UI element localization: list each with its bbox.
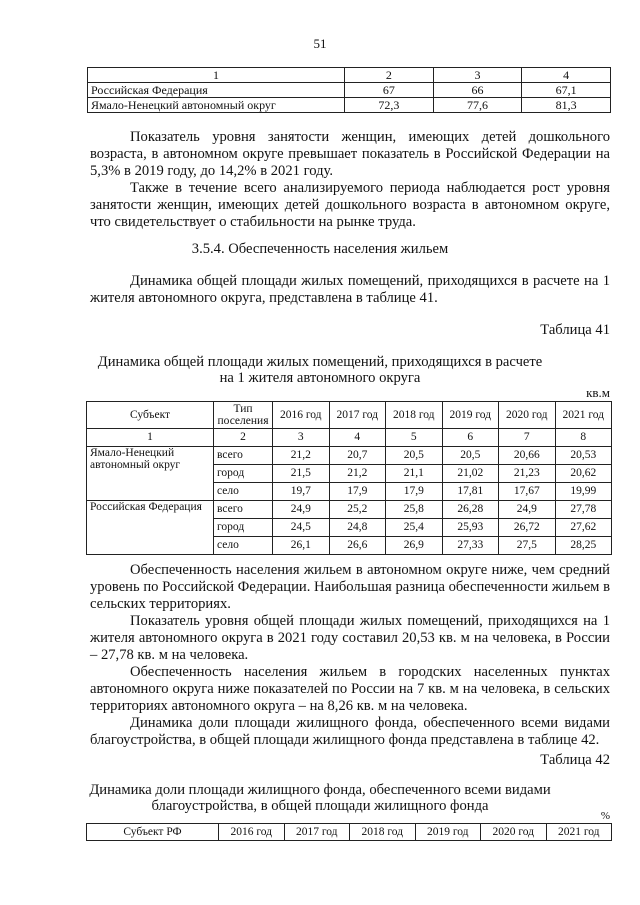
cell: 24,9 <box>273 501 330 519</box>
header-cell: 2018 год <box>350 824 416 841</box>
paragraph: Динамика доли площади жилищного фонда, обеспеченного всеми видами благоустройства, в общей площади жилищного фонда представлена в таблице 42. <box>90 715 610 748</box>
header-cell: 2019 год <box>442 402 499 429</box>
cell: 26,6 <box>329 537 386 555</box>
table-42-title-line2: благоустройства, в общей площади жилищного фонда <box>151 798 489 814</box>
cell: 20,5 <box>386 447 443 465</box>
cell: 27,33 <box>442 537 499 555</box>
number-cell: 2 <box>214 429 273 447</box>
cell: 20,5 <box>442 447 499 465</box>
cell: 81,3 <box>522 98 611 113</box>
cell: 20,53 <box>555 447 612 465</box>
table-header-row <box>88 68 611 83</box>
type-cell: город <box>214 465 273 483</box>
table-header-row <box>87 402 612 429</box>
row-label: Ямало-Ненецкий автономный округ <box>88 98 345 113</box>
cell: 28,25 <box>555 537 612 555</box>
number-cell: 7 <box>499 429 556 447</box>
cell: 25,93 <box>442 519 499 537</box>
page-number: 51 <box>313 36 327 51</box>
cell: 21,1 <box>386 465 443 483</box>
header-cell: Тип поселения <box>214 402 273 429</box>
row-label: Российская Федерация <box>88 83 345 98</box>
header-cell: 2020 год <box>481 824 547 841</box>
header-cell: 4 <box>522 68 611 83</box>
header-cell: 2016 год <box>219 824 285 841</box>
header-cell: 2 <box>345 68 434 83</box>
cell: 21,2 <box>273 447 330 465</box>
table-row <box>88 98 611 113</box>
cell: 17,67 <box>499 483 556 501</box>
table-42-label: Таблица 42 <box>540 752 610 768</box>
header-cell: 2016 год <box>273 402 330 429</box>
table-42-unit: % <box>600 810 610 822</box>
cell: 67 <box>345 83 434 98</box>
header-cell: 2017 год <box>329 402 386 429</box>
paragraph: Обеспеченность населения жильем в автономном округе ниже, чем средний уровень по Российской Федерации. Наибольшая разница обеспеченности жильем в сельских территориях. <box>90 562 610 612</box>
cell: 17,81 <box>442 483 499 501</box>
cell: 72,3 <box>345 98 434 113</box>
number-cell: 5 <box>386 429 443 447</box>
table-row <box>88 83 611 98</box>
header-cell: 2018 год <box>386 402 443 429</box>
number-cell: 1 <box>87 429 214 447</box>
cell: 19,99 <box>555 483 612 501</box>
header-cell: 2017 год <box>284 824 350 841</box>
table-41-title-line1: Динамика общей площади жилых помещений, приходящихся в расчете <box>97 354 543 370</box>
cell: 26,1 <box>273 537 330 555</box>
cell: 25,4 <box>386 519 443 537</box>
paragraph-block-3 <box>90 562 610 749</box>
paragraph: Показатель уровня занятости женщин, имеющих детей дошкольного возраста, в автономном округе превышает показатель в Российской Федерации на 5,3% в 2019 году, до 14,2% в 2021 году. <box>90 129 610 179</box>
cell: 66 <box>433 83 522 98</box>
header-cell: 2019 год <box>415 824 481 841</box>
cell: 27,78 <box>555 501 612 519</box>
cell: 17,9 <box>329 483 386 501</box>
cell: 26,72 <box>499 519 556 537</box>
type-cell: всего <box>214 501 273 519</box>
cell: 27,5 <box>499 537 556 555</box>
cell: 26,9 <box>386 537 443 555</box>
header-cell: Субъект РФ <box>87 824 219 841</box>
table-header-row <box>87 824 612 841</box>
cell: 20,7 <box>329 447 386 465</box>
cell: 27,62 <box>555 519 612 537</box>
table-41-label: Таблица 41 <box>540 322 610 338</box>
number-cell: 8 <box>555 429 612 447</box>
type-cell: город <box>214 519 273 537</box>
cell: 77,6 <box>433 98 522 113</box>
cell: 24,9 <box>499 501 556 519</box>
header-cell: 3 <box>433 68 522 83</box>
cell: 24,5 <box>273 519 330 537</box>
table-number-row <box>87 429 612 447</box>
cell: 21,02 <box>442 465 499 483</box>
number-cell: 4 <box>329 429 386 447</box>
table-42 <box>86 823 612 841</box>
type-cell: всего <box>214 447 273 465</box>
cell: 20,62 <box>555 465 612 483</box>
number-cell: 6 <box>442 429 499 447</box>
cell: 67,1 <box>522 83 611 98</box>
cell: 25,8 <box>386 501 443 519</box>
header-cell: 2021 год <box>555 402 612 429</box>
cell: 21,5 <box>273 465 330 483</box>
paragraph: Также в течение всего анализируемого периода наблюдается рост уровня занятости женщин, имеющих детей дошкольного возраста в автономном округе, что свидетельствует о стабильности на рынке труда. <box>90 180 610 230</box>
cell: 19,7 <box>273 483 330 501</box>
cell: 26,28 <box>442 501 499 519</box>
number-cell: 3 <box>273 429 330 447</box>
table-row <box>87 501 612 519</box>
subject-cell: Ямало-Ненецкий автономный округ <box>87 447 214 501</box>
paragraph-block-1 <box>90 129 610 231</box>
paragraph-block-2 <box>90 273 610 307</box>
table-row <box>87 447 612 465</box>
header-cell: 2020 год <box>499 402 556 429</box>
table-41 <box>86 401 612 555</box>
header-cell: Субъект <box>87 402 214 429</box>
table-40-fragment <box>87 67 611 113</box>
cell: 25,2 <box>329 501 386 519</box>
section-heading: 3.5.4. Обеспеченность населения жильем <box>191 241 449 257</box>
table-41-title-line2: на 1 жителя автономного округа <box>219 370 421 386</box>
cell: 17,9 <box>386 483 443 501</box>
table-42-title-line1: Динамика доли площади жилищного фонда, обеспеченного всеми видами <box>89 782 551 798</box>
cell: 24,8 <box>329 519 386 537</box>
paragraph: Показатель уровня общей площади жилых помещений, приходящихся на 1 жителя автономного округа в 2021 году составил 20,53 кв. м на человека, в России – 27,78 кв. м на человека. <box>90 613 610 663</box>
cell: 21,2 <box>329 465 386 483</box>
header-cell: 1 <box>88 68 345 83</box>
cell: 20,66 <box>499 447 556 465</box>
cell: 21,23 <box>499 465 556 483</box>
table-41-unit: кв.м <box>586 385 610 400</box>
paragraph: Обеспеченность населения жильем в городских населенных пунктах автономного округа ниже показателей по России на 7 кв. м на человека, в сельских территориях автономного округа – на 8,26 кв. м на человека. <box>90 664 610 714</box>
header-cell: 2021 год <box>546 824 612 841</box>
type-cell: село <box>214 483 273 501</box>
type-cell: село <box>214 537 273 555</box>
paragraph: Динамика общей площади жилых помещений, приходящихся в расчете на 1 жителя автономного округа, представлена в таблице 41. <box>90 273 610 306</box>
subject-cell: Российская Федерация <box>87 501 214 555</box>
